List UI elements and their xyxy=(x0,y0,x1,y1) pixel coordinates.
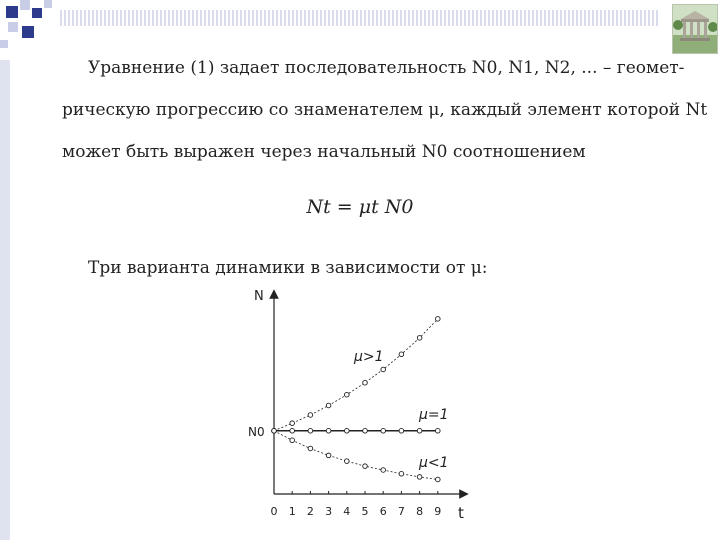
bar-stripe xyxy=(604,10,606,26)
bar-stripe xyxy=(476,10,478,26)
bar-stripe xyxy=(440,10,442,26)
bar-stripe xyxy=(484,10,486,26)
bar-stripe xyxy=(212,10,214,26)
bar-stripe xyxy=(392,10,394,26)
data-point xyxy=(417,475,422,480)
bar-stripe xyxy=(548,10,550,26)
bar-stripe xyxy=(436,10,438,26)
bar-stripe xyxy=(460,10,462,26)
x-tick-label: 8 xyxy=(416,505,424,518)
x-tick-label: 7 xyxy=(397,505,405,518)
bar-stripe xyxy=(596,10,598,26)
data-point xyxy=(308,446,313,451)
bar-stripe xyxy=(576,10,578,26)
bar-stripe xyxy=(168,10,170,26)
corner-square xyxy=(44,0,52,8)
bar-stripe xyxy=(400,10,402,26)
bar-stripe xyxy=(472,10,474,26)
data-point xyxy=(345,459,350,464)
data-point xyxy=(436,317,441,322)
bar-stripe xyxy=(160,10,162,26)
bar-stripe xyxy=(568,10,570,26)
data-point xyxy=(399,471,404,476)
bar-stripe xyxy=(572,10,574,26)
bar-stripe xyxy=(276,10,278,26)
bar-stripe xyxy=(184,10,186,26)
bar-stripe xyxy=(76,10,78,26)
bar-stripe xyxy=(592,10,594,26)
bar-stripe xyxy=(248,10,250,26)
bar-stripe xyxy=(616,10,618,26)
data-point xyxy=(363,464,368,469)
bar-stripe xyxy=(320,10,322,26)
bar-stripe xyxy=(92,10,94,26)
bar-stripe xyxy=(640,10,642,26)
bar-stripe xyxy=(560,10,562,26)
bar-stripe xyxy=(316,10,318,26)
bar-stripe xyxy=(252,10,254,26)
bar-stripe xyxy=(216,10,218,26)
x-axis-label: t xyxy=(458,504,464,522)
bar-stripe xyxy=(372,10,374,26)
temple-logo-icon xyxy=(672,4,718,54)
bar-stripe xyxy=(196,10,198,26)
bar-stripe xyxy=(200,10,202,26)
bar-stripe xyxy=(148,10,150,26)
paragraph-line-2: рическую прогрессию со знаменателем μ, каждый элемент которой Nt xyxy=(62,100,708,120)
x-tick-label: 1 xyxy=(288,505,296,518)
x-tick-label: 5 xyxy=(361,505,369,518)
data-point xyxy=(381,367,386,372)
bar-stripe xyxy=(100,10,102,26)
x-tick-label: 4 xyxy=(343,505,351,518)
series-line xyxy=(274,319,438,431)
bar-stripe xyxy=(292,10,294,26)
bar-stripe xyxy=(296,10,298,26)
data-point xyxy=(290,438,295,443)
bar-stripe xyxy=(132,10,134,26)
bar-stripe xyxy=(612,10,614,26)
bar-stripe xyxy=(588,10,590,26)
bar-stripe xyxy=(448,10,450,26)
bar-stripe xyxy=(84,10,86,26)
bar-stripe xyxy=(512,10,514,26)
bar-stripe xyxy=(652,10,654,26)
data-point xyxy=(417,336,422,341)
bar-stripe xyxy=(256,10,258,26)
y0-label: N0 xyxy=(248,424,265,439)
bar-stripe xyxy=(268,10,270,26)
data-point xyxy=(417,428,422,433)
bar-stripe xyxy=(352,10,354,26)
bar-stripe xyxy=(636,10,638,26)
data-point xyxy=(326,453,331,458)
bar-stripe xyxy=(244,10,246,26)
bar-stripe xyxy=(356,10,358,26)
series-label: μ=1 xyxy=(419,406,449,423)
x-tick-label: 3 xyxy=(325,505,333,518)
bar-stripe xyxy=(376,10,378,26)
bar-stripe xyxy=(432,10,434,26)
bar-stripe xyxy=(260,10,262,26)
bar-stripe xyxy=(360,10,362,26)
data-point xyxy=(290,421,295,426)
bar-stripe xyxy=(344,10,346,26)
bar-stripe xyxy=(644,10,646,26)
bar-stripe xyxy=(564,10,566,26)
bar-stripe xyxy=(80,10,82,26)
bar-stripe xyxy=(396,10,398,26)
x-tick-label: 6 xyxy=(379,505,387,518)
bar-stripe xyxy=(516,10,518,26)
data-point xyxy=(308,413,313,418)
bar-stripe xyxy=(336,10,338,26)
bar-stripe xyxy=(552,10,554,26)
bar-stripe xyxy=(272,10,274,26)
data-point xyxy=(436,428,441,433)
bar-stripe xyxy=(304,10,306,26)
bar-stripe xyxy=(220,10,222,26)
bar-stripe xyxy=(380,10,382,26)
data-point xyxy=(399,428,404,433)
data-point xyxy=(308,428,313,433)
bar-stripe xyxy=(264,10,266,26)
data-point xyxy=(326,428,331,433)
data-point xyxy=(363,428,368,433)
bar-stripe xyxy=(624,10,626,26)
bar-stripe xyxy=(180,10,182,26)
bar-stripe xyxy=(348,10,350,26)
data-point xyxy=(381,468,386,473)
bar-stripe xyxy=(64,10,66,26)
bar-stripe xyxy=(524,10,526,26)
bar-stripe xyxy=(452,10,454,26)
bar-stripe xyxy=(328,10,330,26)
series-label: μ<1 xyxy=(419,454,449,471)
bar-stripe xyxy=(300,10,302,26)
bar-stripe xyxy=(324,10,326,26)
bar-stripe xyxy=(520,10,522,26)
bar-stripe xyxy=(628,10,630,26)
bar-stripe xyxy=(60,10,62,26)
x-tick-label: 0 xyxy=(270,505,278,518)
bar-stripe xyxy=(412,10,414,26)
series-line xyxy=(274,431,438,480)
bar-stripe xyxy=(364,10,366,26)
corner-square xyxy=(6,6,18,18)
bar-stripe xyxy=(416,10,418,26)
bar-stripe xyxy=(112,10,114,26)
bar-stripe xyxy=(468,10,470,26)
bar-stripe xyxy=(124,10,126,26)
bar-stripe xyxy=(308,10,310,26)
bar-stripe xyxy=(496,10,498,26)
bar-stripe xyxy=(428,10,430,26)
top-striped-bar xyxy=(60,10,660,26)
bar-stripe xyxy=(420,10,422,26)
bar-stripe xyxy=(424,10,426,26)
bar-stripe xyxy=(104,10,106,26)
bar-stripe xyxy=(176,10,178,26)
data-point xyxy=(399,352,404,357)
bar-stripe xyxy=(536,10,538,26)
bar-stripe xyxy=(224,10,226,26)
data-point xyxy=(345,428,350,433)
bar-stripe xyxy=(232,10,234,26)
bar-stripe xyxy=(172,10,174,26)
bar-stripe xyxy=(540,10,542,26)
bar-stripe xyxy=(580,10,582,26)
bar-stripe xyxy=(128,10,130,26)
bar-stripe xyxy=(504,10,506,26)
bar-stripe xyxy=(68,10,70,26)
bar-stripe xyxy=(508,10,510,26)
bar-stripe xyxy=(528,10,530,26)
data-point xyxy=(345,392,350,397)
y-axis-label: N xyxy=(254,289,264,304)
bar-stripe xyxy=(312,10,314,26)
caption: Три варианта динамики в зависимости от μ: xyxy=(88,258,488,278)
bar-stripe xyxy=(120,10,122,26)
data-point xyxy=(272,428,277,433)
data-point xyxy=(326,403,331,408)
data-point xyxy=(436,477,441,482)
growth-chart xyxy=(240,286,480,526)
bar-stripe xyxy=(456,10,458,26)
bar-stripe xyxy=(632,10,634,26)
bar-stripe xyxy=(236,10,238,26)
bar-stripe xyxy=(500,10,502,26)
data-point xyxy=(381,428,386,433)
corner-square xyxy=(0,40,8,48)
bar-stripe xyxy=(608,10,610,26)
bar-stripe xyxy=(492,10,494,26)
bar-stripe xyxy=(656,10,658,26)
data-point xyxy=(290,428,295,433)
paragraph-line-3: может быть выражен через начальный N0 соотношением xyxy=(62,142,586,162)
bar-stripe xyxy=(444,10,446,26)
corner-square xyxy=(20,0,30,10)
bar-stripe xyxy=(116,10,118,26)
bar-stripe xyxy=(240,10,242,26)
left-side-bar xyxy=(0,60,10,540)
bar-stripe xyxy=(96,10,98,26)
x-tick-label: 9 xyxy=(434,505,442,518)
bar-stripe xyxy=(192,10,194,26)
x-tick-label: 2 xyxy=(306,505,314,518)
bar-stripe xyxy=(144,10,146,26)
bar-stripe xyxy=(340,10,342,26)
bar-stripe xyxy=(72,10,74,26)
bar-stripe xyxy=(280,10,282,26)
bar-stripe xyxy=(600,10,602,26)
corner-square xyxy=(32,8,42,18)
bar-stripe xyxy=(388,10,390,26)
paragraph-line-1: Уравнение (1) задает последовательность N0, N1, N2, ... – геомет- xyxy=(88,58,685,78)
data-point xyxy=(363,380,368,385)
bar-stripe xyxy=(152,10,154,26)
bar-stripe xyxy=(156,10,158,26)
bar-stripe xyxy=(188,10,190,26)
corner-square xyxy=(8,22,18,32)
bar-stripe xyxy=(332,10,334,26)
bar-stripe xyxy=(464,10,466,26)
bar-stripe xyxy=(164,10,166,26)
formula: Nt = μt N0 xyxy=(306,196,414,218)
corner-square xyxy=(22,26,34,38)
bar-stripe xyxy=(136,10,138,26)
bar-stripe xyxy=(208,10,210,26)
bar-stripe xyxy=(228,10,230,26)
bar-stripe xyxy=(488,10,490,26)
bar-stripe xyxy=(620,10,622,26)
bar-stripe xyxy=(584,10,586,26)
bar-stripe xyxy=(368,10,370,26)
bar-stripe xyxy=(88,10,90,26)
bar-stripe xyxy=(532,10,534,26)
bar-stripe xyxy=(480,10,482,26)
bar-stripe xyxy=(288,10,290,26)
bar-stripe xyxy=(284,10,286,26)
bar-stripe xyxy=(544,10,546,26)
bar-stripe xyxy=(404,10,406,26)
bar-stripe xyxy=(140,10,142,26)
series-label: μ>1 xyxy=(354,348,384,365)
bar-stripe xyxy=(556,10,558,26)
bar-stripe xyxy=(408,10,410,26)
bar-stripe xyxy=(648,10,650,26)
bar-stripe xyxy=(108,10,110,26)
bar-stripe xyxy=(384,10,386,26)
bar-stripe xyxy=(204,10,206,26)
